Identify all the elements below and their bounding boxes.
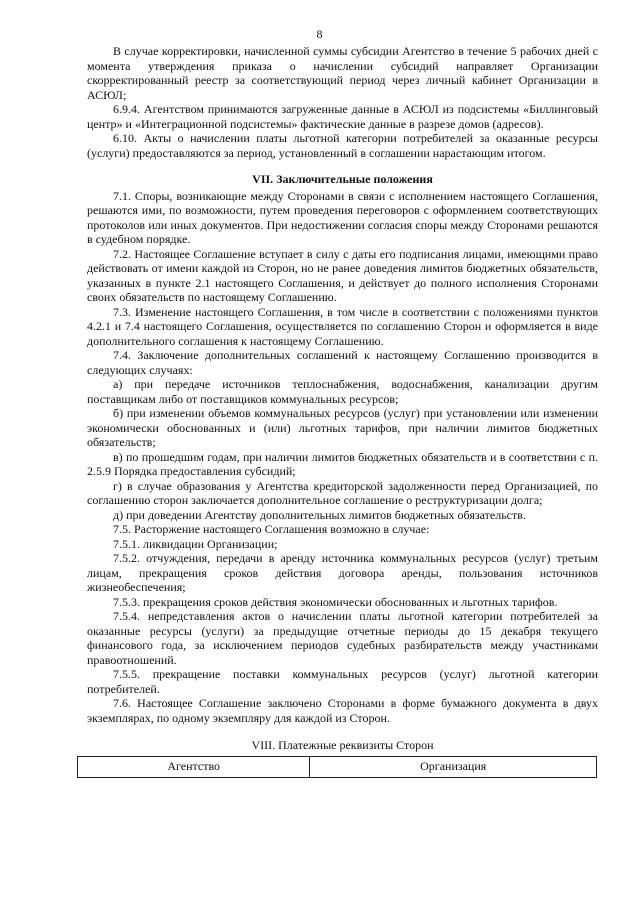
list-item: 7.5.2. отчуждения, передачи в аренду источника коммунальных ресурсов (услуг) третьим лицам, прекращения сроков действия договора аренды, пользования источников жизнеобеспечения; xyxy=(87,551,598,594)
list-item: 7.5.5. прекращение поставки коммунальных ресурсов (услуг) льготной категории потребителей. xyxy=(87,667,598,696)
paragraph: 7.6. Настоящее Соглашение заключено Сторонами в форме бумажного документа в двух экземплярах, по одному экземпляру для каждой из Сторон. xyxy=(87,696,598,725)
list-item: г) в случае образования у Агентства кредиторской задолженности перед Организацией, по соглашению сторон заключается дополнительное соглашение о реструктуризации долга; xyxy=(87,478,598,507)
table-header-organization: Организация xyxy=(310,756,597,777)
intro-block xyxy=(87,44,598,160)
paragraph: 7.2. Настоящее Соглашение вступает в силу с даты его подписания лицами, имеющими право действовать от имени каждой из Сторон, но не ранее доведения лимитов бюджетных обязательств, указанных в пункте 2.1 настоящего Соглашения, и действует до полного исполнения Сторонами своих обязательств по настоящему Соглашению. xyxy=(87,246,598,304)
document-body xyxy=(87,44,598,778)
paragraph: 7.5. Расторжение настоящего Соглашения возможно в случае: xyxy=(113,522,430,536)
paragraph: В случае корректировки, начисленной суммы субсидии Агентство в течение 5 рабочих дней с момента утверждения приказа о начислении субсидий направляет Организации скорректированный реестр за соответствующий период через личный кабинет Организации в АСЮЛ; xyxy=(87,44,598,102)
list-item: б) при изменении объемов коммунальных ресурсов (услуг) при установлении или изменении экономически обоснованных и (или) льготных тарифов, при наличии лимитов бюджетных обязательств; xyxy=(87,406,598,449)
section-7-title: VII. Заключительные положения xyxy=(252,172,433,186)
list-item: 7.5.4. непредставления актов о начислении платы льготной категории потребителей за оказанные ресурсы (услуги) за предыдущие отчетные периоды до 15 декабря текущего финансового года, за исключением периодов судебных разбирательств между участниками правоотношений. xyxy=(87,609,598,667)
paragraph: 7.3. Изменение настоящего Соглашения, в том числе в соответствии с положениями пунктов 4.2.1 и 7.4 настоящего Соглашения, осуществляется по соглашению Сторон и оформляется в виде дополнительного соглашения к настоящему Соглашению. xyxy=(87,304,598,348)
paragraph: 6.10. Акты о начислении платы льготной категории потребителей за оказанные ресурсы (услуги) предоставляются за период, установленный в соглашении нарастающим итогом. xyxy=(87,131,598,160)
table-header-agency: Агентство xyxy=(78,756,310,777)
payment-details-table xyxy=(77,756,597,778)
paragraph: 6.9.4. Агентством принимаются загруженные данные в АСЮЛ из подсистемы «Биллинговый центр» и «Интеграционной подсистемы» фактические данные в разрезе домов (адресов). xyxy=(87,102,598,131)
list-item: д) при доведении Агентству дополнительных лимитов бюджетных обязательств. xyxy=(113,507,526,522)
list-item: а) при передаче источников теплоснабжения, водоснабжения, канализации другим поставщикам либо от поставщиков коммунальных ресурсов; xyxy=(87,377,598,406)
section-7-body xyxy=(87,189,598,726)
paragraph: 7.4. Заключение дополнительных соглашений к настоящему Соглашению производится в следующих случаях: xyxy=(87,348,598,377)
list-item: в) по прошедшим годам, при наличии лимитов бюджетных обязательств и в соответствии с п. 2.5.9 Порядка предоставления субсидий; xyxy=(87,449,598,478)
paragraph: 7.1. Споры, возникающие между Сторонами в связи с исполнением настоящего Соглашения, решаются ими, по возможности, путем проведения переговоров с оформлением соответствующих протоколов или иных документов. При недостижении согласия споры между Сторонами решаются в судебном порядке. xyxy=(87,188,598,246)
table-row xyxy=(78,756,597,777)
list-item: 7.5.3. прекращения сроков действия экономически обоснованных и льготных тарифов. xyxy=(113,594,558,609)
section-8-title: VIII. Платежные реквизиты Сторон xyxy=(251,738,434,752)
list-item: 7.5.1. ликвидации Организации; xyxy=(113,536,278,551)
page-number: 8 xyxy=(316,27,323,41)
